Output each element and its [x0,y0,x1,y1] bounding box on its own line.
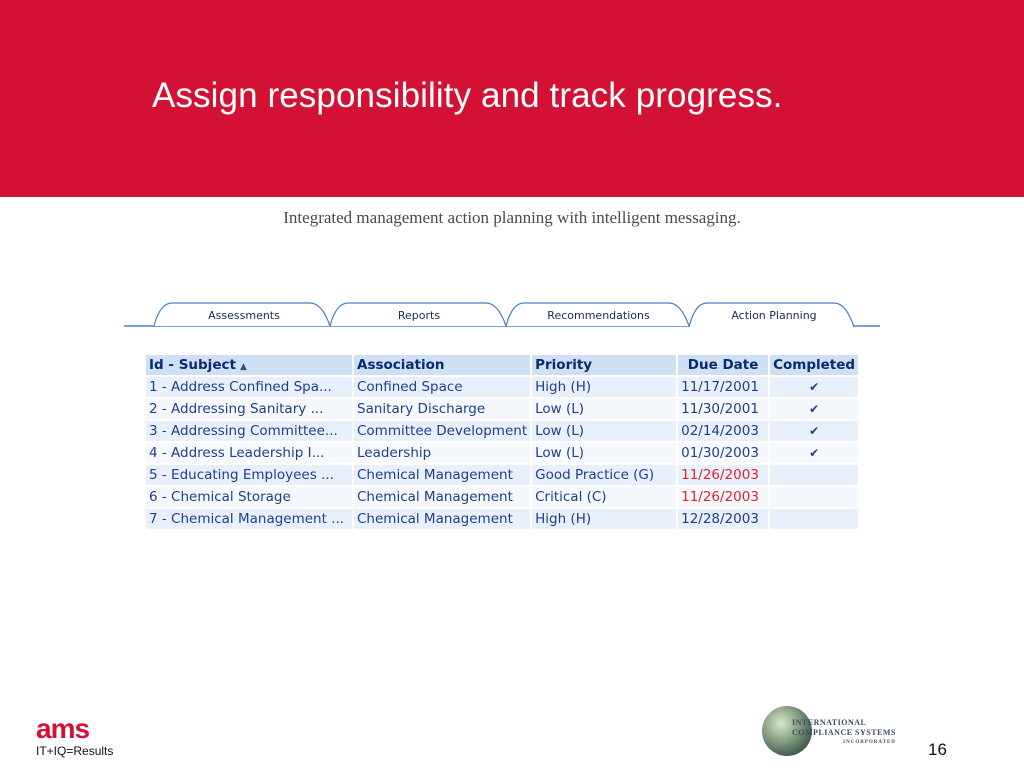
cell-due-date: 11/30/2001 [678,399,768,419]
cell-subject: 4 - Address Leadership I... [146,443,352,463]
column-header-priority[interactable]: Priority [532,355,676,375]
checkmark-icon: ✔ [809,380,820,394]
page-number: 16 [928,740,947,759]
action-plan-table [144,353,860,531]
cell-due-date: 11/17/2001 [678,377,768,397]
cell-subject: 3 - Addressing Committee... [146,421,352,441]
ams-logo-text: ams [36,716,90,742]
column-header-label: Id - Subject [149,357,236,373]
company-name [792,718,896,748]
cell-association: Chemical Management [354,487,530,507]
cell-priority: Critical (C) [532,487,676,507]
company-name-line1: INTERNATIONAL [792,718,867,727]
tab-strip [124,300,880,332]
cell-association: Chemical Management [354,509,530,529]
table-row[interactable] [146,509,858,529]
cell-priority: Low (L) [532,421,676,441]
company-name-line3: INCORPORATED [843,740,896,745]
cell-due-date: 11/26/2003 [678,465,768,485]
tab-reports[interactable]: Reports [397,309,441,322]
table-row[interactable] [146,487,858,507]
table-row[interactable] [146,443,858,463]
cell-completed [770,509,858,529]
cell-association: Leadership [354,443,530,463]
cell-completed [770,443,858,463]
checkmark-icon: ✔ [809,446,820,460]
slide-subtitle: Integrated management action planning with intelligent messaging. [283,208,741,227]
ams-logo [36,716,110,742]
cell-subject: 5 - Educating Employees ... [146,465,352,485]
sort-ascending-icon: ▲ [239,362,247,372]
cell-due-date: 12/28/2003 [678,509,768,529]
cell-completed [770,399,858,419]
table-row[interactable] [146,399,858,419]
cell-completed [770,465,858,485]
column-header-due-date[interactable]: Due Date [678,355,768,375]
table-row[interactable] [146,465,858,485]
cell-association: Confined Space [354,377,530,397]
tab-recommendations[interactable]: Recommendations [547,309,650,322]
table-row[interactable] [146,421,858,441]
cell-priority: Good Practice (G) [532,465,676,485]
cell-subject: 1 - Address Confined Spa... [146,377,352,397]
checkmark-icon: ✔ [809,402,820,416]
tab-action-planning[interactable]: Action Planning [731,309,817,322]
cell-subject: 7 - Chemical Management ... [146,509,352,529]
checkmark-icon: ✔ [809,424,820,438]
company-name-line2: COMPLIANCE SYSTEMS [792,728,896,737]
cell-completed [770,377,858,397]
cell-association: Chemical Management [354,465,530,485]
column-header-completed[interactable]: Completed [770,355,858,375]
cell-completed [770,487,858,507]
column-header-association[interactable]: Association [354,355,530,375]
cell-due-date: 01/30/2003 [678,443,768,463]
cell-completed [770,421,858,441]
cell-subject: 2 - Addressing Sanitary ... [146,399,352,419]
slide-title: Assign responsibility and track progress. [152,76,783,115]
column-header-id-subject[interactable] [146,355,352,375]
table-row[interactable] [146,377,858,397]
cell-priority: High (H) [532,377,676,397]
tab-assessments[interactable]: Assessments [208,309,280,322]
cell-priority: Low (L) [532,399,676,419]
cell-due-date: 02/14/2003 [678,421,768,441]
cell-subject: 6 - Chemical Storage [146,487,352,507]
cell-due-date: 11/26/2003 [678,487,768,507]
tagline: IT+IQ=Results [36,744,114,758]
cell-association: Sanitary Discharge [354,399,530,419]
cell-priority: High (H) [532,509,676,529]
table-header-row [146,355,858,375]
cell-association: Committee Development [354,421,530,441]
cell-priority: Low (L) [532,443,676,463]
